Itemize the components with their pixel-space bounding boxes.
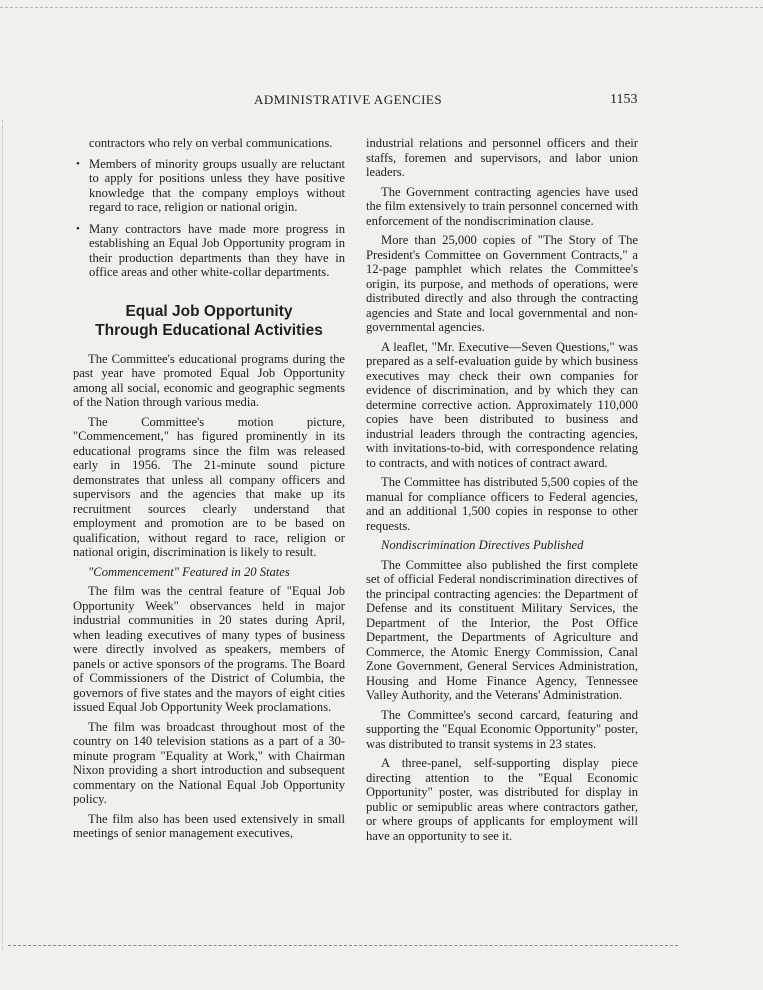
continued-text: industrial relations and personnel officers and their staffs, foremen and supervisors, and labor union leaders. [366,136,638,179]
bullet-item [73,157,345,215]
bullet-text: Many contractors have made more progress in establishing an Equal Job Opportunity program in their production departments than they have in office areas and other white-collar departments. [89,221,345,279]
paragraph: More than 25,000 copies of "The Story of The President's Committee on Government Contracts," a 12-page pamphlet which relates the Committee's origin, its purpose, and methods of operations, were distributed directly and also through the contracting agencies and State and local governmental and non-governmental agencies. [366,233,638,334]
continued-text: contractors who rely on verbal communications. [89,136,333,150]
bullet-icon: • [76,157,80,170]
page-number: 1153 [610,92,638,107]
section-heading-line: Through Educational Activities [95,321,323,339]
subheading: "Commencement" Featured in 20 States [88,564,290,579]
paragraph: A three-panel, self-supporting display piece directing attention to the "Equal Economic Opportunity" poster, was distributed for display in public or semipublic areas where contractors gather, or where groups of applicants for employment will have an opportunity to see it. [366,756,638,843]
left-column [73,136,345,846]
bullet-text: Members of minority groups usually are reluctant to apply for positions unless they have positive knowledge that the company employs without regard to race, religion or national origin. [89,156,345,214]
paragraph: The Committee's second carcard, featuring and supporting the "Equal Economic Opportunity" poster, was distributed to transit systems in 23 states. [366,707,638,751]
paragraph: A leaflet, "Mr. Executive—Seven Questions," was prepared as a self-evaluation guide by which business executives may check their own companies for evidence of discrimination, and by which they can determine corrective action. Approximately 110,000 copies have been distributed to business and industrial leaders through the contracting agencies, with invitations-to-bid, with correspondence relating to contracts, and with notices of contract award. [366,339,638,470]
paragraph: The Committee has distributed 5,500 copies of the manual for compliance officers to Federal agencies, and an additional 1,500 copies in response to other requests. [366,475,638,533]
subheading: Nondiscrimination Directives Published [381,538,584,552]
bullet-icon: • [76,222,80,235]
paragraph: The film was broadcast throughout most of the country on 140 television stations as a part of a 30-minute program "Equality at Work," with Chairman Nixon providing a short introduction and subsequent commentary on the National Equal Job Opportunity policy. [73,719,345,806]
bullet-item [73,222,345,280]
paragraph: The film was the central feature of "Equal Job Opportunity Week" observances held in major industrial communities in 20 states during April, when leading executives of many types of business were directly involved as speakers, members of panels or active sponsors of the programs. The Board of Commissioners of the District of Columbia, the governors of five states and the mayors of eight cities issued Equal Job Opportunity Week proclamations. [73,584,345,714]
section-heading-line: Equal Job Opportunity [125,302,293,320]
paragraph: The Government contracting agencies have used the film extensively to train personnel concerned with enforcement of the nondiscrimination clause. [366,184,638,228]
paragraph: The Committee also published the first complete set of official Federal nondiscrimination directives of the principal contracting agencies: the Department of Defense and its constituent Military Services, the Department of the Interior, the Post Office Department, the Departments of Agriculture and Commerce, the Atomic Energy Commission, Canal Zone Government, General Services Administration, Housing and Home Finance Agency, Tennessee Valley Authority, and the Veterans' Administration. [366,557,638,702]
paragraph: The Committee's motion picture, "Commencement," has figured prominently in its educational programs since the film was released early in 1956. The 21-minute sound picture demonstrates that unless all company officers and supervisors and the agencies that make up its recruitment sources clearly understand that employment and promotion are to be based on qualification, without regard to race, religion or national origin, discrimination is likely to result. [73,414,345,559]
paragraph: The Committee's educational programs during the past year have promoted Equal Job Opportunity among all social, economic and geographic segments of the Nation through various media. [73,351,345,409]
page-edge-top [0,7,763,8]
paragraph: The film also has been used extensively in small meetings of senior management executives, [73,811,345,840]
section-heading [73,302,345,340]
running-head: ADMINISTRATIVE AGENCIES [254,92,443,107]
page-edge-bottom [8,945,678,946]
right-column [366,136,638,848]
page-edge-left [2,120,3,950]
